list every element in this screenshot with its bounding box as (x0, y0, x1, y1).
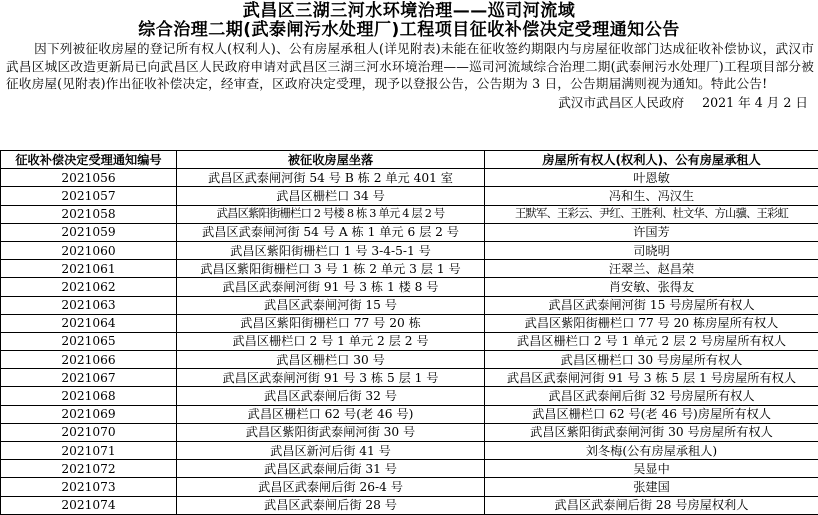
notice-body (0, 40, 818, 93)
owner-cell: 武昌区栅栏口 2 号 1 单元 2 层 2 号房屋所有权人 (485, 332, 818, 350)
notice-number-cell: 2021065 (1, 332, 177, 350)
address-cell: 武昌区紫阳街武泰闸河街 30 号 (177, 423, 485, 441)
table-row (1, 332, 818, 350)
owner-cell: 张建国 (485, 478, 818, 496)
header-owner: 房屋所有权人(权利人)、公有房屋承租人 (485, 151, 818, 169)
address-cell: 武昌区紫阳街栅栏口 3 号 1 栋 2 单元 3 层 1 号 (177, 260, 485, 278)
notice-number-cell: 2021067 (1, 369, 177, 387)
notice-number-cell: 2021062 (1, 278, 177, 296)
address-cell: 武昌区武泰闸后街 32 号 (177, 387, 485, 405)
address-cell: 武昌区新河后街 41 号 (177, 442, 485, 460)
owner-cell: 叶恩敏 (485, 169, 818, 187)
issue-date: 2021 年 4 月 2 日 (702, 95, 808, 110)
table-row (1, 260, 818, 278)
owner-cell: 王默军、王彩云、尹红、王胜利、杜文华、方山骥、王彩虹 (485, 205, 818, 223)
owner-cell: 肖安敏、张得友 (485, 278, 818, 296)
table-row (1, 442, 818, 460)
address-cell: 武昌区武泰闸河街 91 号 3 栋 5 层 1 号 (177, 369, 485, 387)
address-cell: 武昌区武泰闸后街 26-4 号 (177, 478, 485, 496)
notice-number-cell: 2021069 (1, 405, 177, 423)
address-cell: 武昌区武泰闸河街 15 号 (177, 296, 485, 314)
notice-number-cell: 2021073 (1, 478, 177, 496)
notice-number-cell: 2021068 (1, 387, 177, 405)
notice-number-cell: 2021061 (1, 260, 177, 278)
owner-cell: 吴显中 (485, 460, 818, 478)
owner-cell: 冯和生、冯汉生 (485, 187, 818, 205)
table-row (1, 478, 818, 496)
table-row (1, 460, 818, 478)
address-cell: 武昌区武泰闸河街 91 号 3 栋 1 楼 8 号 (177, 278, 485, 296)
address-cell: 武昌区栅栏口 34 号 (177, 187, 485, 205)
owner-cell: 汪翠兰、赵昌荣 (485, 260, 818, 278)
notice-title-line2: 综合治理二期(武泰闸污水处理厂)工程项目征收补偿决定受理通知公告 (0, 21, 818, 40)
address-cell: 武昌区武泰闸河街 54 号 A 栋 1 单元 6 层 2 号 (177, 223, 485, 241)
notice-signoff (0, 94, 818, 111)
issuer: 武汉市武昌区人民政府 (558, 95, 684, 110)
table-row (1, 241, 818, 259)
notice-number-cell: 2021060 (1, 241, 177, 259)
address-cell: 武昌区栅栏口 30 号 (177, 351, 485, 369)
address-cell: 武昌区栅栏口 2 号 1 单元 2 层 2 号 (177, 332, 485, 350)
notice-number-cell: 2021074 (1, 496, 177, 514)
header-notice-number: 征收补偿决定受理通知编号 (1, 151, 177, 169)
table-row (1, 423, 818, 441)
table-row (1, 169, 818, 187)
notice-number-cell: 2021072 (1, 460, 177, 478)
notice-number-cell: 2021056 (1, 169, 177, 187)
notice-number-cell: 2021057 (1, 187, 177, 205)
notice-number-cell: 2021058 (1, 205, 177, 223)
address-cell: 武昌区武泰闸后街 31 号 (177, 460, 485, 478)
table-row (1, 405, 818, 423)
owner-cell: 武昌区武泰闸后街 28 号房屋权利人 (485, 496, 818, 514)
address-cell: 武昌区紫阳街栅栏口 2 号楼 8 栋 3 单元 4 层 2 号 (177, 205, 485, 223)
owner-cell: 武昌区紫阳街栅栏口 77 号 20 栋房屋所有权人 (485, 314, 818, 332)
table-row (1, 205, 818, 223)
owner-cell: 武昌区紫阳街武泰闸河街 30 号房屋所有权人 (485, 423, 818, 441)
address-cell: 武昌区紫阳街栅栏口 77 号 20 栋 (177, 314, 485, 332)
notice-number-cell: 2021070 (1, 423, 177, 441)
notice-number-cell: 2021071 (1, 442, 177, 460)
owner-cell: 许国芳 (485, 223, 818, 241)
table-row (1, 187, 818, 205)
header-address: 被征收房屋坐落 (177, 151, 485, 169)
address-cell: 武昌区武泰闸河街 54 号 B 栋 2 单元 401 室 (177, 169, 485, 187)
address-cell: 武昌区武泰闸后街 28 号 (177, 496, 485, 514)
address-cell: 武昌区栅栏口 62 号(老 46 号) (177, 405, 485, 423)
table-row (1, 369, 818, 387)
table-row (1, 314, 818, 332)
owner-cell: 刘冬梅(公有房屋承租人) (485, 442, 818, 460)
table-row (1, 278, 818, 296)
owner-cell: 武昌区武泰闸河街 91 号 3 栋 5 层 1 号房屋所有权人 (485, 369, 818, 387)
table-body (1, 169, 818, 515)
notice-title-line1: 武昌区三湖三河水环境治理——巡司河流域 (0, 2, 818, 21)
notice-number-cell: 2021066 (1, 351, 177, 369)
owner-cell: 武昌区栅栏口 62 号(老 46 号)房屋所有权人 (485, 405, 818, 423)
address-cell: 武昌区紫阳街栅栏口 1 号 3-4-5-1 号 (177, 241, 485, 259)
owner-cell: 武昌区栅栏口 30 号房屋所有权人 (485, 351, 818, 369)
table-row (1, 387, 818, 405)
notice-body-text: 因下列被征收房屋的登记所有权人(权利人)、公有房屋承租人(详见附表)未能在征收签约期限内与房屋征收部门达成征收补偿协议，武汉市武昌区城区改造更新局已向武昌区人民政府申请对武昌区三湖三河水环境治理——巡司河流域综合治理二期(武泰闸污水处理厂)工程项目部分被征收房屋(见附表)作出征收补偿决定，经审查，区政府决定受理，现予以登报公告，公告期为 3 日，公告期届满则视为通知。特此公告! (6, 41, 814, 91)
owner-cell: 武昌区武泰闸后街 32 号房屋所有权人 (485, 387, 818, 405)
table-row (1, 496, 818, 514)
notice-number-cell: 2021063 (1, 296, 177, 314)
owner-cell: 武昌区武泰闸河街 15 号房屋所有权人 (485, 296, 818, 314)
table-header-row (1, 151, 818, 169)
owner-cell: 司晓明 (485, 241, 818, 259)
table-row (1, 223, 818, 241)
notice-number-cell: 2021064 (1, 314, 177, 332)
table-row (1, 296, 818, 314)
notice-number-cell: 2021059 (1, 223, 177, 241)
table-row (1, 351, 818, 369)
expropriation-table (0, 150, 818, 515)
